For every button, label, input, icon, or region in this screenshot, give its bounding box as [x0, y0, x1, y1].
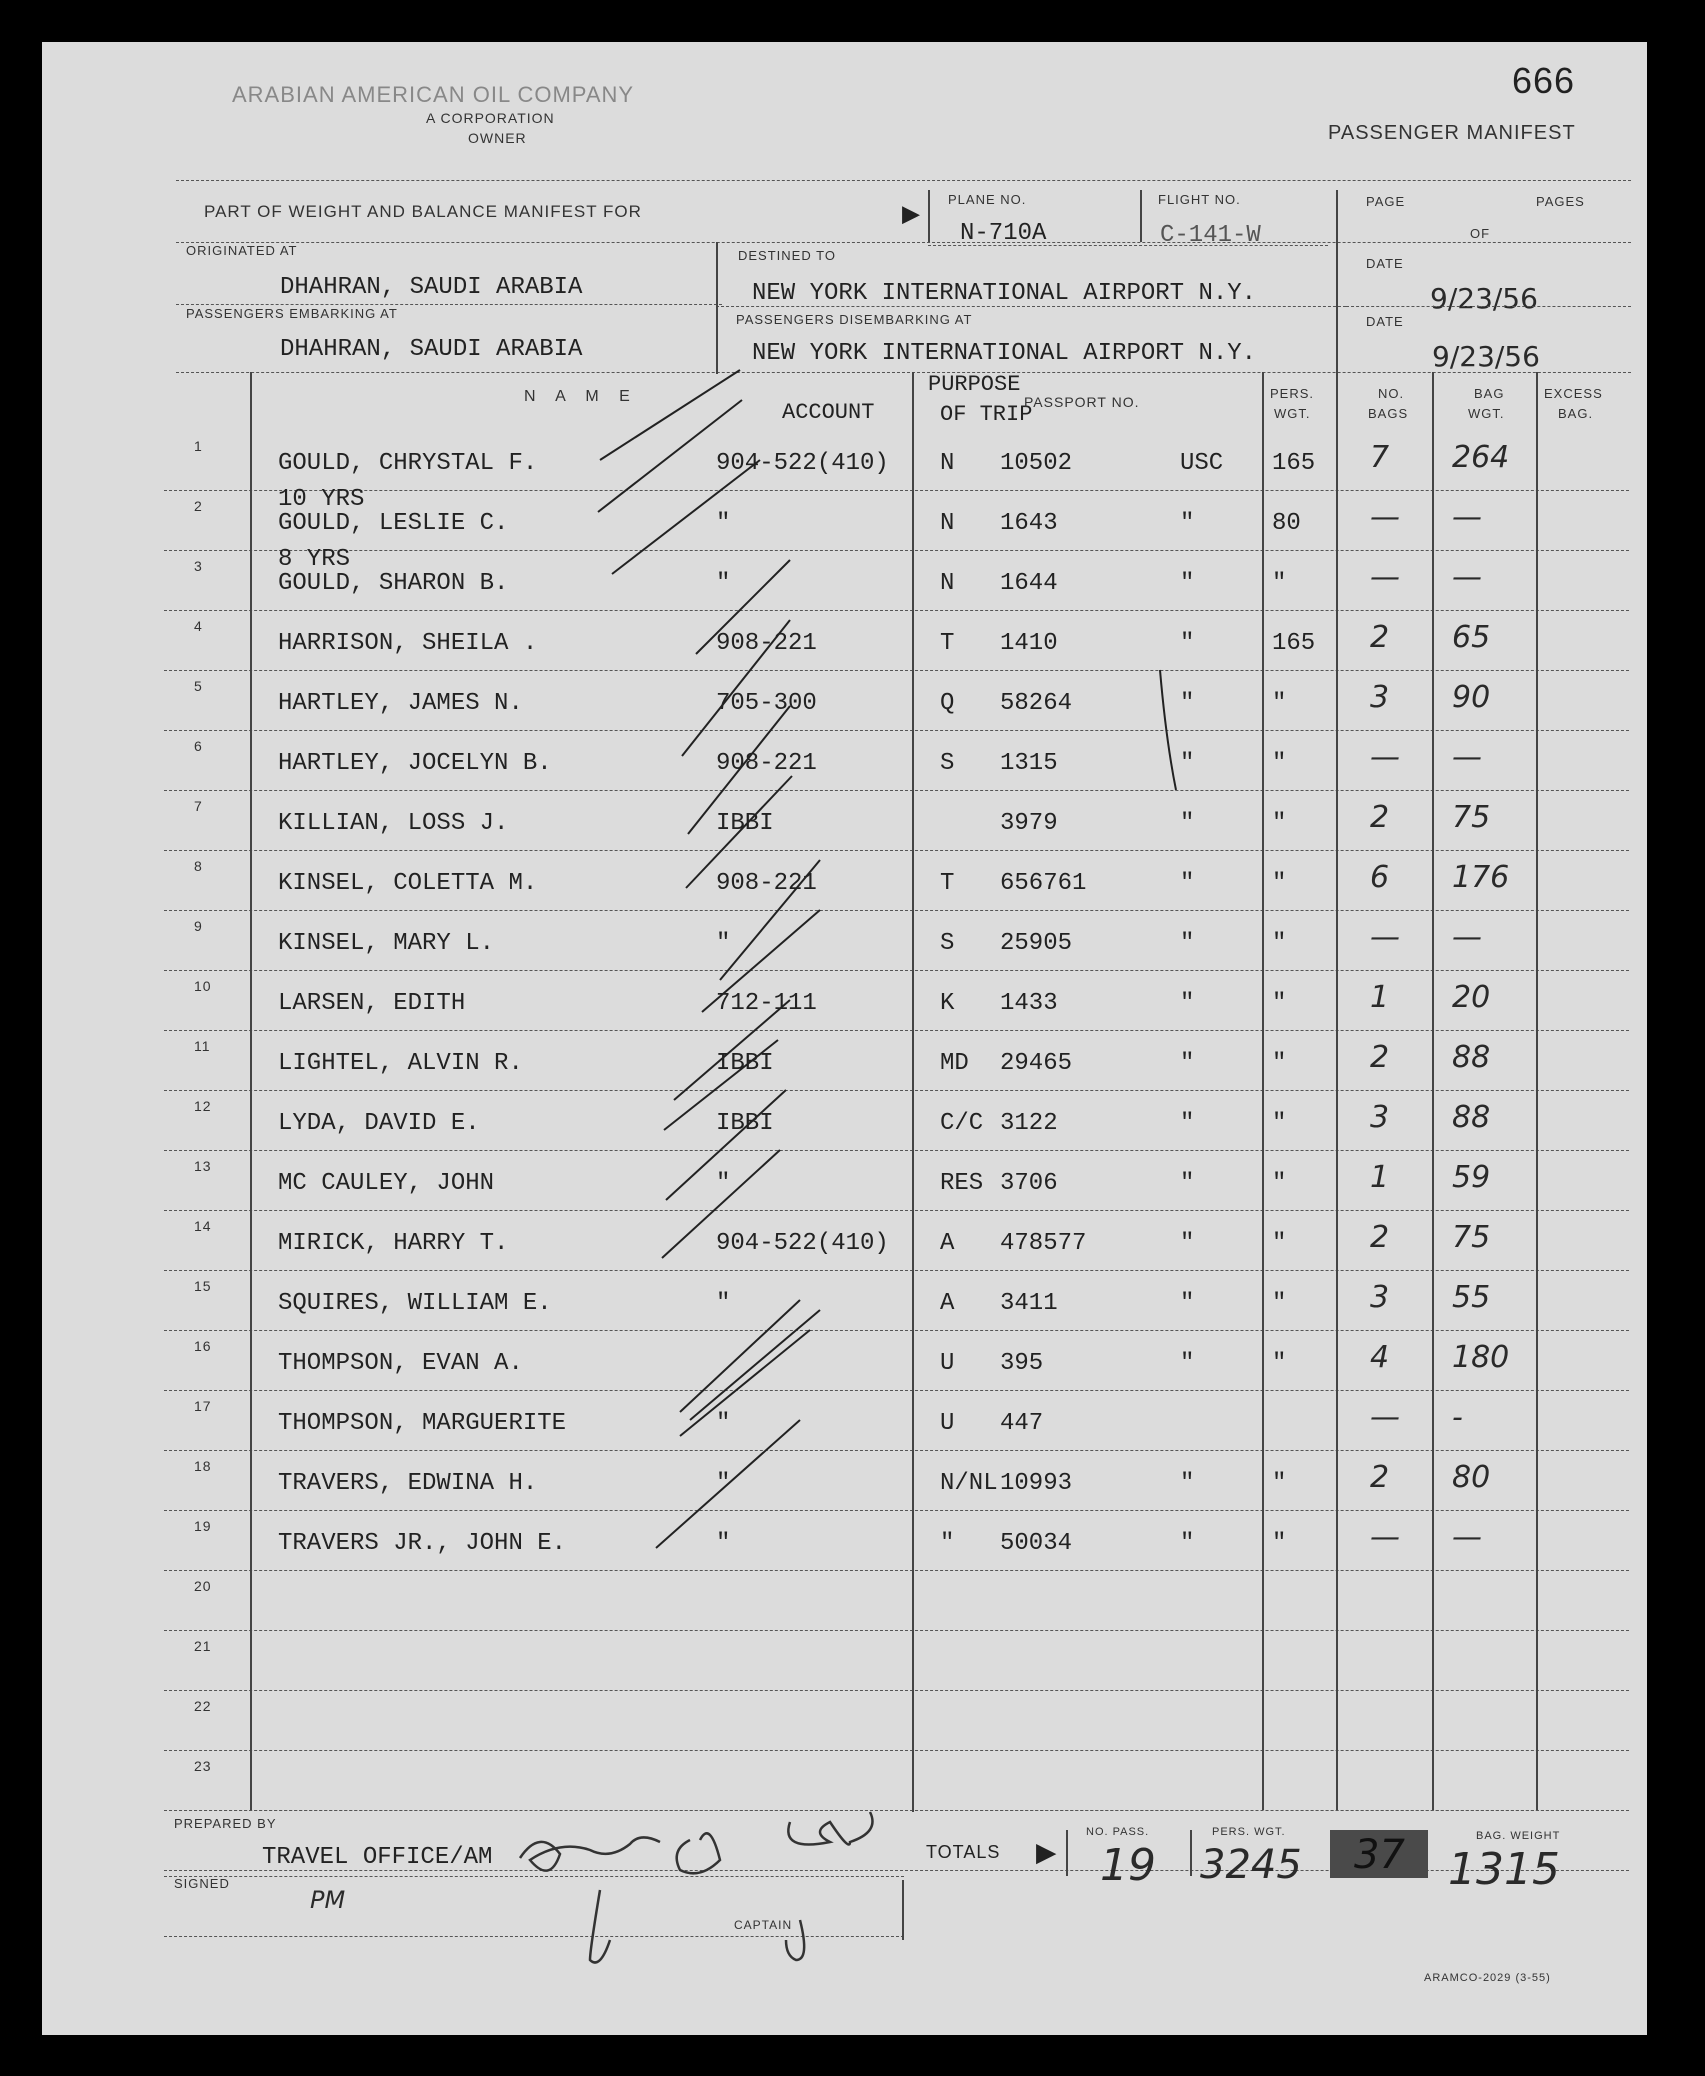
passenger-pers-wgt: ": [1272, 990, 1287, 1017]
passenger-name: THOMPSON, MARGUERITE: [278, 1410, 567, 1437]
passenger-purpose: Q: [940, 690, 955, 717]
row-number: 9: [194, 918, 203, 934]
passenger-account: ": [716, 510, 731, 537]
captain-label: CAPTAIN: [734, 1918, 793, 1932]
passenger-name: GOULD, LESLIE C.: [278, 510, 509, 537]
passenger-name: TRAVERS JR., JOHN E.: [278, 1530, 567, 1557]
passenger-nationality: ": [1180, 630, 1195, 657]
passenger-account: ": [716, 1170, 731, 1197]
passenger-account: 705-300: [716, 690, 817, 717]
passenger-nationality: ": [1180, 1170, 1195, 1197]
passenger-nationality: ": [1180, 1110, 1195, 1137]
passenger-nationality: USC: [1180, 450, 1224, 477]
bag-weight-total-label: BAG. WEIGHT: [1476, 1830, 1561, 1842]
row-number: 18: [194, 1458, 212, 1474]
passenger-account: ": [716, 570, 731, 597]
passenger-purpose: C/C: [940, 1110, 984, 1137]
passenger-pers-wgt: ": [1272, 1050, 1287, 1077]
row-number: 14: [194, 1218, 212, 1234]
row-number: 6: [194, 738, 203, 754]
passenger-bags: 1: [1370, 980, 1390, 1015]
passenger-pers-wgt: ": [1272, 1170, 1287, 1197]
row-number: 13: [194, 1158, 212, 1174]
passenger-purpose: S: [940, 750, 955, 777]
passenger-name: KINSEL, COLETTA M.: [278, 870, 538, 897]
passenger-bags: 3: [1370, 1280, 1390, 1315]
passenger-bag-wgt: 59: [1452, 1160, 1491, 1195]
passenger-nationality: ": [1180, 870, 1195, 897]
passenger-bags: —: [1370, 740, 1400, 775]
total-bag-weight: 1315: [1448, 1844, 1560, 1895]
passenger-purpose: MD: [940, 1050, 969, 1077]
passenger-account: 712-111: [716, 990, 817, 1017]
passenger-passport: 1433: [1000, 990, 1058, 1017]
col-header-excess-2: BAG.: [1558, 406, 1594, 421]
total-bags: 37: [1354, 1832, 1405, 1878]
passenger-name: HARRISON, SHEILA .: [278, 630, 538, 657]
passenger-bags: 2: [1370, 1460, 1390, 1495]
row-number: 4: [194, 618, 203, 634]
destined-to-value: NEW YORK INTERNATIONAL AIRPORT N.Y.: [752, 280, 1257, 307]
passenger-name: MIRICK, HARRY T.: [278, 1230, 509, 1257]
company-corporation: A CORPORATION: [426, 110, 555, 126]
form-code: ARAMCO-2029 (3-55): [1424, 1972, 1551, 1984]
passenger-bag-wgt: -: [1452, 1400, 1463, 1435]
passenger-purpose: A: [940, 1230, 955, 1257]
passenger-bag-wgt: 80: [1452, 1460, 1491, 1495]
passenger-pers-wgt: ": [1272, 1350, 1287, 1377]
passenger-passport: 395: [1000, 1350, 1044, 1377]
check-marks: [598, 370, 1176, 1548]
passenger-bag-wgt: —: [1452, 740, 1482, 775]
passenger-passport: 3411: [1000, 1290, 1058, 1317]
passenger-bags: —: [1370, 920, 1400, 955]
passenger-account: IBBI: [716, 810, 774, 837]
col-header-account: ACCOUNT: [782, 400, 875, 425]
passenger-bag-wgt: —: [1452, 560, 1482, 595]
passenger-bags: 6: [1370, 860, 1390, 895]
passenger-pers-wgt: 165: [1272, 450, 1316, 477]
passenger-nationality: ": [1180, 810, 1195, 837]
passenger-purpose: ": [940, 1530, 955, 1557]
passenger-age-note: 10 YRS: [278, 486, 365, 513]
passenger-passport: 656761: [1000, 870, 1087, 897]
passenger-account: IBBI: [716, 1050, 774, 1077]
passenger-passport: 1315: [1000, 750, 1058, 777]
passenger-bag-wgt: 75: [1452, 1220, 1491, 1255]
plane-no-value: N-710A: [960, 220, 1047, 247]
passenger-name: SQUIRES, WILLIAM E.: [278, 1290, 552, 1317]
passenger-pers-wgt: ": [1272, 750, 1287, 777]
passenger-nationality: ": [1180, 1470, 1195, 1497]
passenger-account: 904-522(410): [716, 1230, 889, 1257]
passenger-account: ": [716, 1410, 731, 1437]
col-header-bag-wgt-1: BAG: [1474, 386, 1505, 401]
passenger-name: KILLIAN, LOSS J.: [278, 810, 509, 837]
passenger-nationality: ": [1180, 570, 1195, 597]
passenger-bags: 2: [1370, 1040, 1390, 1075]
passenger-passport: 3979: [1000, 810, 1058, 837]
passenger-pers-wgt: ": [1272, 570, 1287, 597]
passenger-account: ": [716, 930, 731, 957]
passenger-account: 904-522(410): [716, 450, 889, 477]
passenger-nationality: ": [1180, 990, 1195, 1017]
passenger-account: ": [716, 1290, 731, 1317]
row-number: 22: [194, 1698, 212, 1714]
passenger-passport: 1410: [1000, 630, 1058, 657]
passenger-name: TRAVERS, EDWINA H.: [278, 1470, 538, 1497]
passenger-bags: —: [1370, 1400, 1400, 1435]
passenger-name: GOULD, SHARON B.: [278, 570, 509, 597]
passenger-purpose: N: [940, 570, 955, 597]
company-name: ARABIAN AMERICAN OIL COMPANY: [232, 82, 635, 107]
passenger-nationality: ": [1180, 1230, 1195, 1257]
row-number: 19: [194, 1518, 212, 1534]
no-pass-label: NO. PASS.: [1086, 1826, 1150, 1838]
signed-label: SIGNED: [174, 1876, 230, 1891]
passenger-passport: 1644: [1000, 570, 1058, 597]
col-header-purpose-1: PURPOSE: [928, 372, 1021, 397]
passenger-purpose: K: [940, 990, 955, 1017]
row-number: 2: [194, 498, 203, 514]
passenger-pers-wgt: ": [1272, 1290, 1287, 1317]
passenger-name: LIGHTEL, ALVIN R.: [278, 1050, 523, 1077]
passenger-name: THOMPSON, EVAN A.: [278, 1350, 523, 1377]
passenger-purpose: N/NL: [940, 1470, 998, 1497]
passenger-bags: 2: [1370, 1220, 1390, 1255]
passenger-bag-wgt: 90: [1452, 680, 1491, 715]
passenger-nationality: ": [1180, 1050, 1195, 1077]
passenger-purpose: N: [940, 510, 955, 537]
passenger-name: LYDA, DAVID E.: [278, 1110, 480, 1137]
passenger-purpose: U: [940, 1410, 955, 1437]
part-of-label: PART OF WEIGHT AND BALANCE MANIFEST FOR: [204, 202, 642, 221]
passenger-name: HARTLEY, JAMES N.: [278, 690, 523, 717]
passenger-pers-wgt: ": [1272, 1110, 1287, 1137]
passenger-passport: 58264: [1000, 690, 1073, 717]
row-number: 1: [194, 438, 203, 454]
row-number: 17: [194, 1398, 212, 1414]
passenger-purpose: N: [940, 450, 955, 477]
prepared-by-label: PREPARED BY: [174, 1816, 277, 1831]
passenger-purpose: A: [940, 1290, 955, 1317]
company-owner: OWNER: [468, 130, 527, 146]
col-header-name: N A M E: [524, 388, 638, 405]
col-header-no-bags-2: BAGS: [1368, 406, 1409, 421]
row-number: 10: [194, 978, 212, 994]
passenger-name: LARSEN, EDITH: [278, 990, 466, 1017]
pages-label: PAGES: [1536, 194, 1585, 209]
passenger-bag-wgt: —: [1452, 500, 1482, 535]
passenger-nationality: ": [1180, 1350, 1195, 1377]
passenger-pers-wgt: ": [1272, 1470, 1287, 1497]
passenger-passport: 25905: [1000, 930, 1073, 957]
disembarking-at-value: NEW YORK INTERNATIONAL AIRPORT N.Y.: [752, 340, 1257, 367]
passenger-pers-wgt: ": [1272, 870, 1287, 897]
passenger-nationality: ": [1180, 1290, 1195, 1317]
col-header-excess-1: EXCESS: [1544, 386, 1603, 401]
flight-no-value: C-141-W: [1160, 222, 1261, 249]
arrow-right-icon: ▶: [1036, 1836, 1057, 1874]
col-header-pers-wgt-1: PERS.: [1270, 386, 1315, 401]
passenger-account: 908-221: [716, 870, 817, 897]
passenger-bags: —: [1370, 500, 1400, 535]
passenger-passport: 478577: [1000, 1230, 1087, 1257]
passenger-passport: 1643: [1000, 510, 1058, 537]
total-passengers: 19: [1100, 1840, 1156, 1891]
passenger-bags: 7: [1370, 440, 1390, 475]
page-label: PAGE: [1366, 194, 1406, 209]
passenger-name: GOULD, CHRYSTAL F.: [278, 450, 538, 477]
passenger-purpose: RES: [940, 1170, 984, 1197]
date-label-2: DATE: [1366, 314, 1404, 329]
row-number: 16: [194, 1338, 212, 1354]
passenger-bags: 3: [1370, 680, 1390, 715]
passenger-nationality: ": [1180, 1530, 1195, 1557]
row-number: 20: [194, 1578, 212, 1594]
embarking-at-value: DHAHRAN, SAUDI ARABIA: [280, 336, 583, 363]
row-number: 5: [194, 678, 203, 694]
passenger-bag-wgt: —: [1452, 920, 1482, 955]
col-header-pers-wgt-2: WGT.: [1274, 406, 1311, 421]
disembarking-at-label: PASSENGERS DISEMBARKING AT: [736, 312, 973, 327]
passenger-bags: —: [1370, 560, 1400, 595]
col-header-bag-wgt-2: WGT.: [1468, 406, 1505, 421]
plane-no-label: PLANE NO.: [948, 192, 1027, 207]
passenger-passport: 50034: [1000, 1530, 1073, 1557]
passenger-bag-wgt: 176: [1452, 860, 1510, 895]
passenger-account: IBBI: [716, 1110, 774, 1137]
flight-no-label: FLIGHT NO.: [1158, 192, 1241, 207]
passenger-passport: 10993: [1000, 1470, 1073, 1497]
passenger-nationality: ": [1180, 930, 1195, 957]
passenger-pers-wgt: ": [1272, 930, 1287, 957]
pers-wgt-total-label: PERS. WGT.: [1212, 1826, 1286, 1838]
document-type: PASSENGER MANIFEST: [1328, 122, 1576, 144]
passenger-bag-wgt: 55: [1452, 1280, 1491, 1315]
arrow-right-icon: ▶: [902, 199, 921, 233]
originated-at-label: ORIGINATED AT: [186, 243, 298, 258]
embarking-at-label: PASSENGERS EMBARKING AT: [186, 306, 398, 321]
passenger-passport: 10502: [1000, 450, 1073, 477]
col-header-no-bags-1: NO.: [1378, 386, 1405, 401]
originated-at-value: DHAHRAN, SAUDI ARABIA: [280, 274, 583, 301]
destined-to-label: DESTINED TO: [738, 248, 836, 263]
passenger-bags: 2: [1370, 620, 1390, 655]
prepared-by-value: TRAVEL OFFICE/AM: [262, 1844, 493, 1871]
passenger-bag-wgt: 20: [1452, 980, 1491, 1015]
passenger-bag-wgt: —: [1452, 1520, 1482, 1555]
passenger-account: 908-221: [716, 750, 817, 777]
total-pers-wgt: 3245: [1200, 1842, 1302, 1888]
passenger-name: KINSEL, MARY L.: [278, 930, 495, 957]
passenger-bag-wgt: 88: [1452, 1040, 1491, 1075]
passenger-pers-wgt: ": [1272, 690, 1287, 717]
passenger-account: ": [716, 1470, 731, 1497]
date-originated-value: 9/23/56: [1430, 282, 1538, 315]
row-number: 7: [194, 798, 203, 814]
passenger-bags: 1: [1370, 1160, 1390, 1195]
passenger-pers-wgt: ": [1272, 1530, 1287, 1557]
row-number: 15: [194, 1278, 212, 1294]
passenger-pers-wgt: ": [1272, 1230, 1287, 1257]
col-header-purpose-2: OF TRIP: [940, 402, 1033, 427]
passenger-bag-wgt: 180: [1452, 1340, 1510, 1375]
passenger-purpose: U: [940, 1350, 955, 1377]
passenger-purpose: T: [940, 630, 955, 657]
passenger-bag-wgt: 65: [1452, 620, 1491, 655]
row-number: 3: [194, 558, 203, 574]
row-number: 11: [194, 1038, 211, 1054]
passenger-name: HARTLEY, JOCELYN B.: [278, 750, 552, 777]
passenger-passport: 29465: [1000, 1050, 1073, 1077]
passenger-bag-wgt: 264: [1452, 440, 1510, 475]
row-number: 12: [194, 1098, 212, 1114]
passenger-nationality: ": [1180, 750, 1195, 777]
passenger-pers-wgt: 80: [1272, 510, 1301, 537]
passenger-bags: 4: [1370, 1340, 1390, 1375]
passenger-pers-wgt: ": [1272, 810, 1287, 837]
passenger-nationality: ": [1180, 690, 1195, 717]
signature-scribbles: [520, 1812, 873, 1963]
passenger-passport: 447: [1000, 1410, 1044, 1437]
passenger-passport: 3706: [1000, 1170, 1058, 1197]
passenger-purpose: T: [940, 870, 955, 897]
passenger-purpose: S: [940, 930, 955, 957]
date-label-1: DATE: [1366, 256, 1404, 271]
signed-initials: PM: [310, 1886, 346, 1914]
date-disembarking-value: 9/23/56: [1432, 340, 1540, 373]
passenger-nationality: ": [1180, 510, 1195, 537]
row-number: 23: [194, 1758, 212, 1774]
passenger-bag-wgt: 88: [1452, 1100, 1491, 1135]
passenger-age-note: 8 YRS: [278, 546, 351, 573]
passenger-name: MC CAULEY, JOHN: [278, 1170, 495, 1197]
passenger-bag-wgt: 75: [1452, 800, 1491, 835]
totals-label: TOTALS: [926, 1842, 1001, 1862]
document-number: 666: [1512, 60, 1576, 101]
passenger-account: ": [716, 1530, 731, 1557]
passenger-bags: 2: [1370, 800, 1390, 835]
passenger-account: 908-221: [716, 630, 817, 657]
col-header-passport: PASSPORT NO.: [1024, 394, 1140, 410]
passenger-pers-wgt: 165: [1272, 630, 1316, 657]
passenger-bags: —: [1370, 1520, 1400, 1555]
row-number: 8: [194, 858, 203, 874]
row-number: 21: [194, 1638, 212, 1654]
passenger-bags: 3: [1370, 1100, 1390, 1135]
passenger-passport: 3122: [1000, 1110, 1058, 1137]
of-label: OF: [1470, 226, 1491, 241]
